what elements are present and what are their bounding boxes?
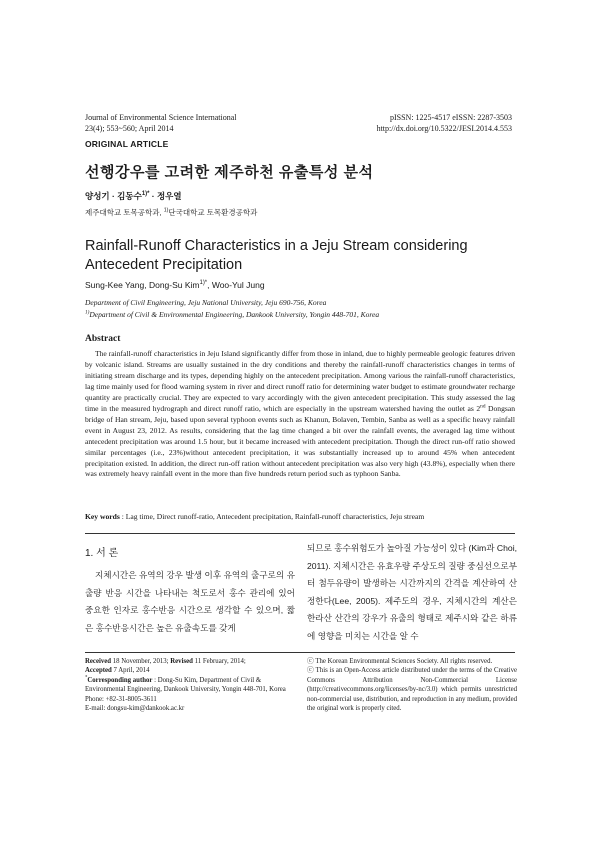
intro-left-column: 지체시간은 유역의 강우 발생 이후 유역의 출구로의 유출량 반응 시간을 나타내는 척도로서 홍수 관리에 있어 중요한 인자로 홍수반응 시간으로 생각할 수 있으며, 짧은 홍수반응시간은 높은 유출속도를 갖게 [85, 570, 295, 633]
journal-volume: 23(4); 553~560; April 2014 [85, 124, 174, 133]
keywords-text: : Lag time, Direct runoff-ratio, Antecedent precipitation, Rainfall-runoff characteristics, Jeju stream [119, 512, 425, 521]
korean-affil-a: 제주대학교 토목공학과, [85, 208, 164, 217]
revised-label: Revised [170, 658, 193, 665]
corr-text: : Dong-Su Kim, Department of Civil & Environmental Engineering, Dankook University, Yongin 448-701, Korea [85, 676, 286, 694]
intro-right-column: 되므로 홍수위험도가 높아질 가능성이 있다 (Kim과 Choi, 2011). 지체시간은 유효우량 주상도의 질량 중심선으로부터 첨두유량이 발생하는 시간까지의 간격을 계산하여 산정한다(Lee, 2005). 제주도의 경우, 지체시간의 계산은 한라산 산간의 강우가 유출의 형태로 제주시와 같은 하류에 영향을 미치는 시간을 알 수 [307, 543, 518, 641]
english-affil-2-line [85, 309, 379, 321]
korean-authors-main: 양성기 · 김동수 [85, 191, 142, 201]
journal-header [85, 112, 237, 134]
issn-header [377, 112, 512, 134]
korean-authors-sup: 1)* [141, 191, 150, 198]
korean-affil-b: 단국대학교 토목환경공학과 [168, 208, 258, 217]
issn: pISSN: 1225-4517 eISSN: 2287-3503 [389, 113, 512, 122]
journal-name: Journal of Environmental Science International [85, 113, 237, 122]
english-authors [85, 280, 265, 290]
received-date: 18 November, 2013; [111, 658, 171, 665]
license-notice [307, 657, 517, 713]
korean-title: 선행강우를 고려한 제주하천 유출특성 분석 [85, 164, 374, 181]
doi-link[interactable]: http://dx.doi.org/10.5322/JESI.2014.4.553 [376, 124, 512, 133]
revised-date: 11 February, 2014; [192, 658, 246, 665]
abstract-sup: nd [480, 403, 486, 410]
accepted-line [85, 666, 295, 675]
phone: Phone: +82-31-8005-3611 [85, 695, 157, 703]
abstract-heading: Abstract [85, 334, 121, 344]
english-affil-2: Department of Civil & Environmental Engineering, Dankook University, Yongin 448-701, Korea [89, 310, 380, 319]
email[interactable]: E-mail: dongsu-kim@dankook.ac.kr [85, 705, 185, 713]
abstract-part2: Dongsan bridge of Han stream, Jeju, based upon several typhoon events such as Khanun, Bolaven, Tembin, Sanba as well as a specific heavy rainfall event in August 23, 2012. As results, considering that the lag time changed a bit over the rainfall events, the averaged lag time without antecedent precipitation was around 1.5 hour, but it became increased with antecedent precipitation. Though the direct run-off ratio showed similar percentages (i.e., 23%)without antecedent precipitation, it was substantially increased up to around 45% when antecedent precipitation existed. In addition, the direct run-off ration without antecedent precipitation was also very high (43.8%), especially when there was extremely heavy rainfall event in the more than five hundreds return period such as typhoon Sanba. [85, 403, 515, 479]
keywords-divider [85, 533, 515, 534]
english-affil-2-sup: 1) [85, 309, 90, 316]
copyright: ⓒ The Korean Environmental Sciences Society. All rights reserved. [307, 658, 493, 665]
corr-sup: * [85, 675, 88, 681]
english-authors-a: Sung-Kee Yang, Dong-Su Kim [85, 280, 200, 290]
english-title: Rainfall-Runoff Characteristics in a Jeju Stream considering Antecedent Precipitation [85, 238, 468, 273]
keywords-label: Key words [85, 512, 120, 521]
english-authors-b: , Woo-Yul Jung [207, 280, 265, 290]
korean-affiliation [85, 207, 257, 218]
abstract-part1: The rainfall-runoff characteristics in Jeju Island significantly differ from those in inland, due to highly permeable geologic features driven by volcanic island. Streams are usually sustained in the dry conditions and thereby the rainfall-runoff characteristics changes in terms of initiating stream discharge and its types, depending highly on the antecedent precipitation. Among various the rainfall-runoff characteristics, lag time mainly used for flood warning system in river and direct runoff ratio for determining water budget to estimate groundwater recharge quantity are practically crucial. They are expected to vary accordingly with the given antecedent precipitation. This study assessed the lag time in the measured hydrograph and direct runoff ratio, which are especially in the upstream watershed having the outlet as 2 [85, 349, 515, 413]
cc-license: ⓒ This is an Open-Access article distributed under the terms of the Creative Commons Attribution Non-Commercial License (http://creativecommons.org/licenses/by-nc/3.0) which permits unrestricted non-commercial use, distribution, and reproduction in any medium, provided the original work is properly cited. [307, 667, 517, 713]
abstract-body [85, 349, 515, 480]
keywords [85, 512, 515, 521]
accepted-date: 7 April, 2014 [111, 667, 150, 675]
footnote-divider [85, 652, 515, 653]
received-line [85, 657, 295, 666]
section-heading-intro: 1. 서 론 [85, 548, 119, 559]
english-affiliation [85, 297, 379, 321]
korean-authors-tail: · 정우열 [149, 191, 182, 201]
english-affil-1: Department of Civil Engineering, Jeju National University, Jeju 690-756, Korea [85, 298, 327, 307]
korean-affil-sup: 1) [163, 207, 169, 214]
korean-authors [85, 190, 182, 202]
footnote [85, 657, 295, 713]
corresponding-author [85, 676, 295, 695]
article-type: ORIGINAL ARTICLE [85, 139, 169, 149]
english-authors-sup: 1)* [199, 280, 208, 287]
accepted-label: Accepted [85, 667, 112, 675]
corr-label: Corresponding author [87, 676, 153, 684]
received-label: Received [85, 658, 112, 665]
